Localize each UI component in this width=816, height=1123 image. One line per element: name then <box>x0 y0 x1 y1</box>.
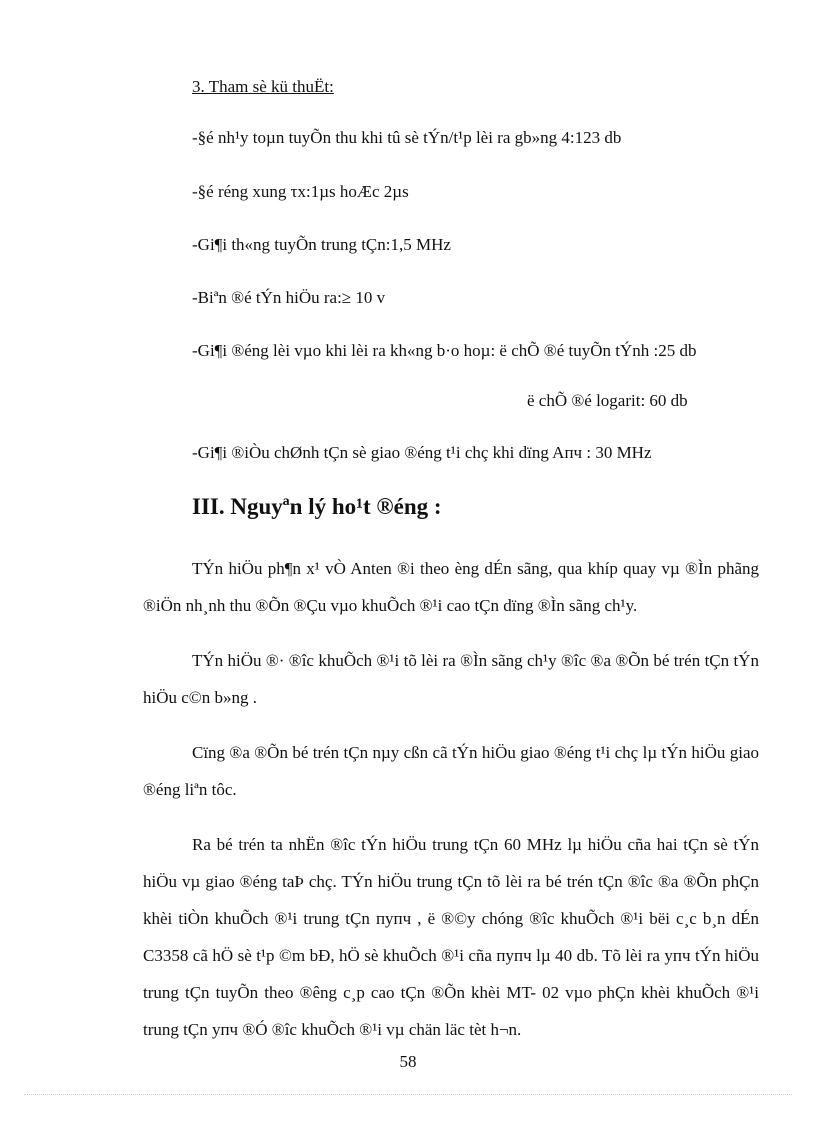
paragraph: Cïng ®a ®Õn bé trén tÇn nµy cßn cã tÝn hiÖu giao ®éng t¹i chç lµ tÝn hiÖu giao ®éng liªn tôc. <box>143 743 759 799</box>
section-heading: III. Nguyªn lý ho¹t ®éng : <box>192 494 442 519</box>
section-title: 3. Tham sè kü thuËt: <box>192 77 334 96</box>
paragraph: TÝn hiÖu ph¶n x¹ vÒ Anten ®i theo èng dÉn sãng, qua khíp quay vµ ®Ìn phãng ®iÖn nh¸nh thu ®Õn ®Çu vµo khuÕch ®¹i cao tÇn dïng ®Ìn sãng ch¹y. <box>143 559 759 615</box>
spec-if-bandwidth: -Gi¶i th«ng tuyÕn trung tÇn:1,5 MHz <box>192 235 451 254</box>
spec-sensitivity: -§é nh¹y toµn tuyÕn thu khi tû sè tÝn/t¹p lèi ra gb»ng 4:123 db <box>192 128 622 147</box>
spec-lo-tuning-range: -Gi¶i ®iÒu chØnh tÇn sè giao ®éng t¹i chç khi dïng Aпч : 30 MHz <box>192 443 652 462</box>
paragraph: Ra bé trén ta nhËn ®îc tÝn hiÖu trung tÇn 60 MHz lµ hiÖu cña hai tÇn sè tÝn hiÖu vµ giao ®éng taÞ chç. TÝn hiÖu trung tÇn tõ lèi ra bé trén tÇn ®îc ®a ®Õn phÇn khèi tiÒn khuÕch ®¹i trung tÇn пупч , ë ®©y chóng ®îc khuÕch ®¹i bëi c¸c b¸n dÉn C3358 cã hÖ sè t¹p ©m bÐ, hÖ sè khuÕch ®¹i cña пупч lµ 40 db. Tõ lèi ra упч tÝn hiÖu trung tÇn tuyÕn theo ®êng c¸p cao tÇn ®Õn khèi MT- 02 vµo phÇn khèi khuÕch ®¹i trung tÇn упч ®Ó ®îc khuÕch ®¹i vµ chän läc tèt h¬n. <box>143 835 759 1039</box>
footer-divider <box>24 1094 792 1095</box>
spec-dynamic-range-log: ë chÕ ®é logarit: 60 db <box>527 391 688 410</box>
paragraph: TÝn hiÖu ®· ®îc khuÕch ®¹i tõ lèi ra ®Ìn sãng ch¹y ®îc ®a ®Õn bé trén tÇn tÝn hiÖu c©n b»ng . <box>143 651 759 707</box>
page-number: 58 <box>399 1052 417 1071</box>
spec-dynamic-range-linear: -Gi¶i ®éng lèi vµo khi lèi ra kh«ng b·o hoµ: ë chÕ ®é tuyÕn tÝnh :25 db <box>192 341 697 360</box>
body-text <box>143 550 759 1048</box>
spec-pulse-width: -§é réng xung τx:1µs hoÆc 2µs <box>192 182 409 201</box>
spec-output-amplitude: -Biªn ®é tÝn hiÖu ra:≥ 10 v <box>192 288 386 307</box>
